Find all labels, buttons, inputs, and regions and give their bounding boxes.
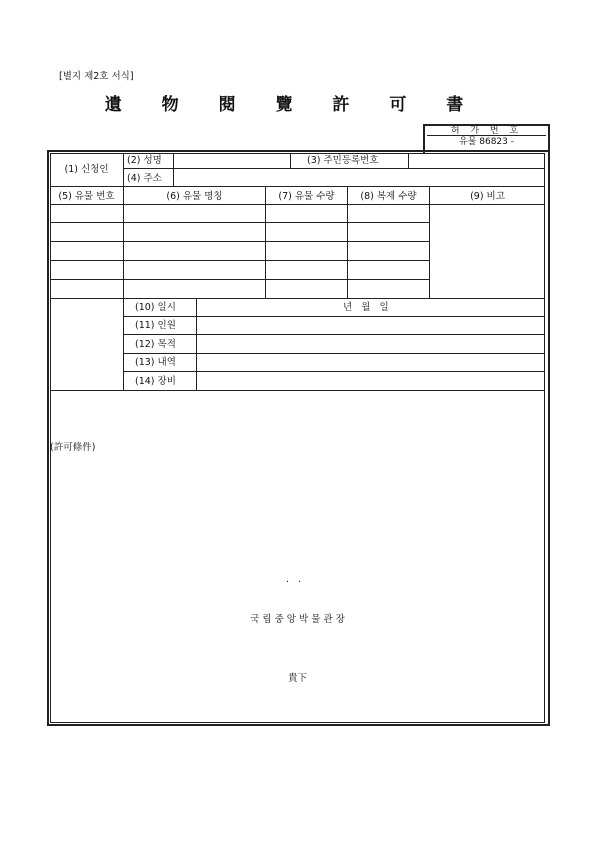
- people-field[interactable]: [197, 317, 544, 333]
- date-label: (10) 일시: [135, 302, 176, 313]
- name-field[interactable]: [174, 154, 289, 167]
- applicant-label: (1) 신청인: [64, 164, 109, 175]
- equipment-field[interactable]: [197, 372, 544, 389]
- content-field[interactable]: [197, 354, 544, 370]
- row-divider: [50, 222, 429, 223]
- issue-date-dots: . .: [286, 574, 302, 585]
- header-relic-number: (5) 유물 번호: [58, 191, 115, 202]
- header-relic-quantity: (7) 유물 수량: [278, 191, 335, 202]
- document-title: 遺 物 閱 覽 許 可 書: [104, 95, 481, 115]
- header-relic-name: (6) 유물 명칭: [166, 191, 223, 202]
- people-label: (11) 인원: [135, 320, 176, 331]
- row-divider: [50, 298, 545, 299]
- column-divider: [123, 186, 124, 298]
- resident-id-field[interactable]: [409, 154, 544, 167]
- column-divider: [123, 298, 124, 390]
- form-inner-frame: [50, 153, 545, 723]
- date-value: 년 월 일: [343, 302, 389, 313]
- column-divider: [265, 186, 266, 298]
- row-divider: [50, 390, 545, 391]
- purpose-label: (12) 목적: [135, 339, 176, 350]
- signatory: 국 립 중 앙 박 물 관 장: [250, 614, 345, 625]
- resident-id-label: (3) 주민등록번호: [307, 155, 379, 166]
- recipient: 貴下: [287, 673, 307, 684]
- row-divider: [50, 241, 429, 242]
- permit-number-label: 허 가 번 호: [450, 126, 523, 136]
- purpose-field[interactable]: [197, 335, 544, 352]
- row-divider: [50, 279, 429, 280]
- address-field[interactable]: [174, 169, 544, 185]
- column-divider: [347, 186, 348, 298]
- content-label: (13) 내역: [135, 357, 176, 368]
- permit-number-value: 유물 86823 -: [459, 137, 514, 147]
- equipment-label: (14) 장비: [135, 376, 176, 387]
- header-replica-quantity: (8) 복제 수량: [360, 191, 417, 202]
- conditions-label: (許可條件): [50, 442, 96, 453]
- column-divider: [429, 186, 430, 298]
- name-label: (2) 성명: [127, 155, 162, 166]
- row-divider: [50, 204, 545, 205]
- column-divider: [290, 153, 291, 168]
- form-label: [별지 제2호 서식]: [59, 71, 134, 82]
- header-remarks: (9) 비고: [470, 191, 505, 202]
- column-divider: [123, 153, 124, 186]
- row-divider: [50, 260, 429, 261]
- row-divider: [50, 186, 545, 187]
- address-label: (4) 주소: [127, 173, 162, 184]
